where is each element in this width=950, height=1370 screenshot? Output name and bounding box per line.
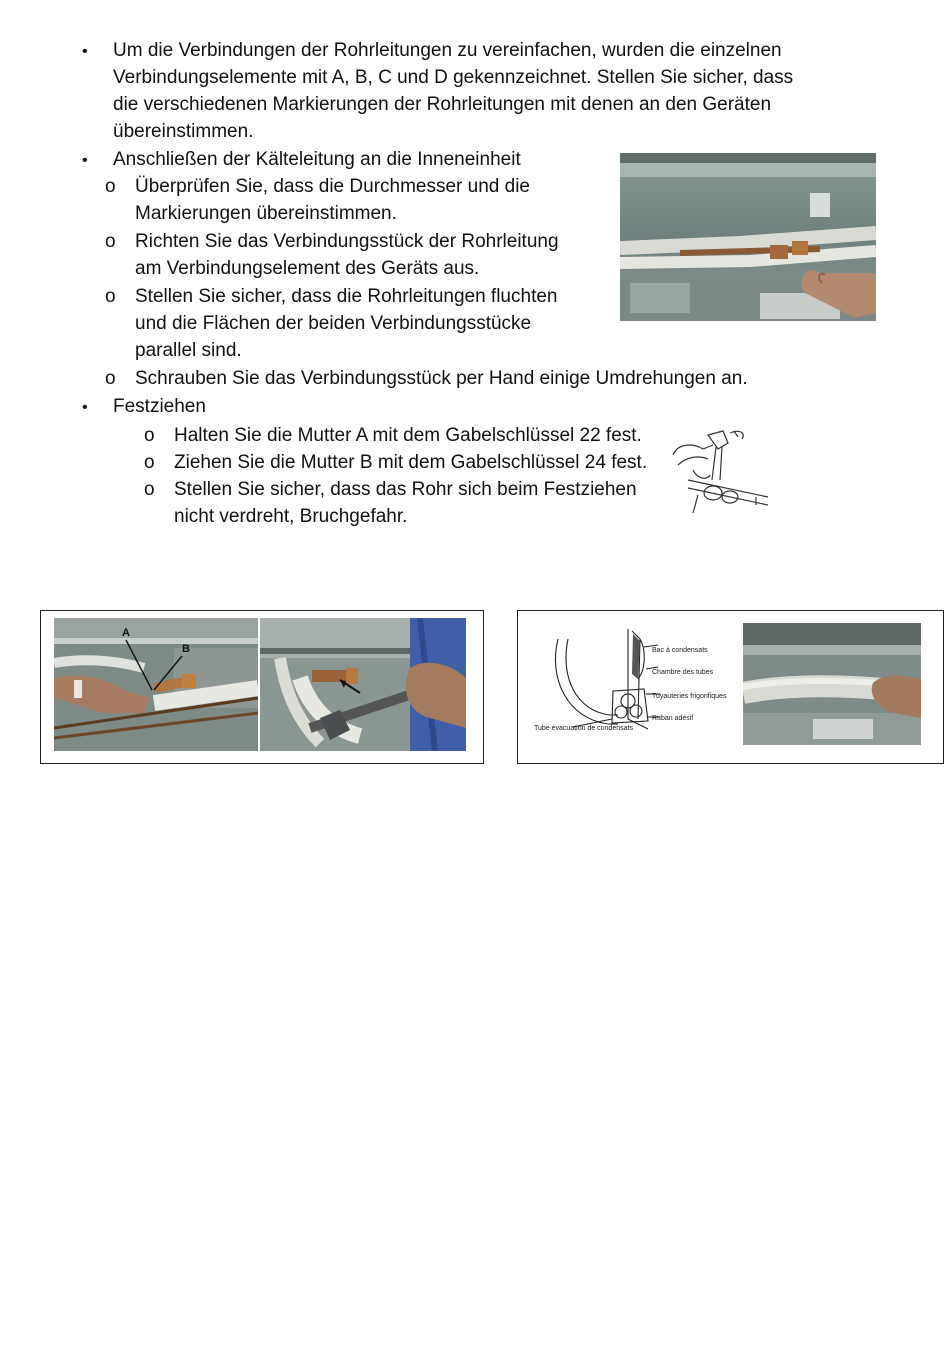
bullet-dot: • <box>82 152 88 169</box>
label-ruban: Ruban adésif <box>652 715 694 722</box>
text-line: Stellen Sie sicher, dass die Rohrleitungen fluchten <box>135 286 558 307</box>
insulated-pipe-photo <box>743 623 921 745</box>
label-a: A <box>122 627 130 639</box>
wrench-tightening-photo <box>260 618 466 751</box>
text-line: Ziehen Sie die Mutter B mit dem Gabelschlüssel 24 fest. <box>174 452 648 473</box>
text-line: Stellen Sie sicher, dass das Rohr sich beim Festziehen <box>174 479 637 500</box>
text-line: Anschließen der Kälteleitung an die Inneneinheit <box>113 149 521 170</box>
sub-bullet-marker: o <box>144 425 155 446</box>
pipe-chamber-diagram <box>528 619 733 751</box>
sub-bullet-marker: o <box>144 479 155 500</box>
text-line: Um die Verbindungen der Rohrleitungen zu vereinfachen, wurden die einzelnen <box>113 40 782 61</box>
text-line: Halten Sie die Mutter A mit dem Gabelschlüssel 22 fest. <box>174 425 642 446</box>
insulation-frame <box>517 610 944 764</box>
pipe-connection-photo <box>620 153 876 321</box>
text-line: Überprüfen Sie, dass die Durchmesser und die <box>135 176 530 197</box>
label-tube: Tube évacuation de condensats <box>534 725 633 732</box>
text-line: Festziehen <box>113 396 206 417</box>
text-line: Richten Sie das Verbindungsstück der Rohrleitung <box>135 231 559 252</box>
connection-photos-frame <box>40 610 484 764</box>
pipe-marking-photo <box>54 618 258 751</box>
text-line: nicht verdreht, Bruchgefahr. <box>174 506 408 527</box>
sub-bullet-marker: o <box>144 452 155 473</box>
text-line: die verschiedenen Markierungen der Rohrleitungen mit denen an den Geräten <box>113 94 772 115</box>
wrench-sketch <box>668 425 772 515</box>
text-line: und die Flächen der beiden Verbindungsstücke <box>135 313 532 334</box>
sub-bullet-marker: o <box>105 176 116 197</box>
bullet-dot: • <box>82 43 88 60</box>
bullet-dot: • <box>82 399 88 416</box>
text-line: Schrauben Sie das Verbindungsstück per Hand einige Umdrehungen an. <box>135 368 748 389</box>
text-line: Markierungen übereinstimmen. <box>135 203 397 224</box>
text-line: am Verbindungselement des Geräts aus. <box>135 258 480 279</box>
text-line: Verbindungselemente mit A, B, C und D gekennzeichnet. Stellen Sie sicher, dass <box>113 67 794 88</box>
sub-bullet-marker: o <box>105 286 116 307</box>
label-b: B <box>182 643 190 655</box>
label-chambre: Chambre des tubes <box>652 669 714 676</box>
text-line: parallel sind. <box>135 340 242 361</box>
sub-bullet-marker: o <box>105 368 116 389</box>
label-tuyauteries: Tuyauteries frigorifiques <box>652 693 727 700</box>
label-bac: Bac à condensats <box>652 647 708 654</box>
sub-bullet-marker: o <box>105 231 116 252</box>
text-line: übereinstimmen. <box>113 121 254 142</box>
